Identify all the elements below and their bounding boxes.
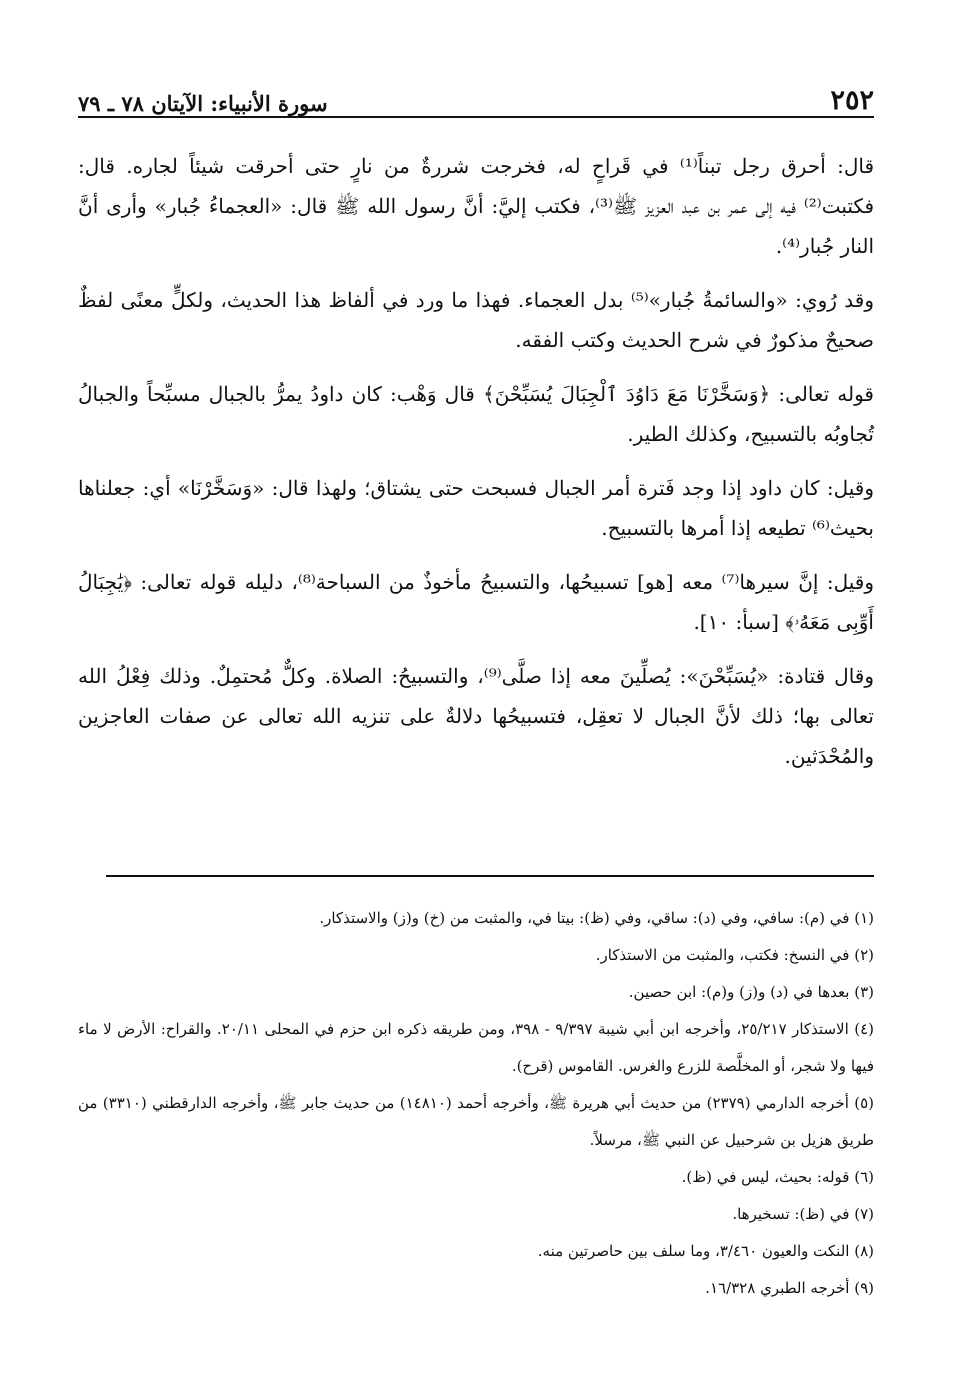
footnote: (٥) أخرجه الدارمي (٢٣٧٩) من حديث أبي هريرة ﷺ، وأخرجه أحمد (١٤٨١٠) من حديث جابر ﷺ، وأخرجه الدارقطني (٣٣١٠) من طريق هزيل بن شرحبيل عن النبي ﷺ، مرسلاً.	[78, 1094, 874, 1149]
footnote: (١) في (م): سافي، وفي (د): ساقي، وفي (ظ): بيتا في، والمثبت من (خ) و(ز) والاستذكار.	[319, 909, 874, 927]
footnote: (٨) النكت والعيون ٣/٤٦٠، وما سلف بين حاصرتين منه.	[537, 1242, 874, 1260]
paragraph: قال: أحرق رجل تبناً⁽¹⁾ في قَراحٍ له، فخرجت شررةٌ من نارٍ حتى أحرقت شيئاً لجاره. قال: فكتبت⁽²⁾ فيه إلى عمر بن عبد العزيز ﷺ⁽³⁾، فكتب إليَّ: أنَّ رسول الله ﷺ قال: «العجماءُ جُبار» وأرى أنَّ النار جُبار⁽⁴⁾.	[78, 154, 875, 258]
page-number: ٢٥٢	[830, 85, 874, 116]
paragraph: وقيل: إنَّ سيرها⁽⁷⁾ معه [هو] تسبيحُها، والتسبيحُ مأخوذٌ من السباحة⁽⁸⁾، دليله قوله تعالى: ﴿يَٰجِبَالُ أَوِّبِى مَعَهُۥ﴾ [سبأ: ١٠].	[78, 570, 874, 634]
paragraph: وقال قتادة: «يُسَبِّحْنَ»: يُصلِّينَ معه إذا صلَّى⁽⁹⁾، والتسبيحُ: الصلاة. وكلٌّ مُحتمِلٌ. وذلك فِعْلُ الله تعالى بها؛ ذلك لأنَّ الجبال لا تعقِل، فتسبيحُها دلالةٌ على تنزيه الله تعالى عن صفات العاجزين والمُحْدَثين.	[78, 664, 875, 768]
footnote: (٩) أخرجه الطبري ١٦/٣٢٨.	[705, 1279, 874, 1297]
running-title: سورة الأنبياء: الآيتان ٧٨ ـ ٧٩	[78, 91, 328, 116]
paragraph: وقد رُوي: «والسائمةُ جُبار»⁽⁵⁾ بدل العجماء. فهذا ما ورد في ألفاظ هذا الحديث، ولكلٍّ معنًى لفظٌ صحيحٌ مذكورٌ في شرح الحديث وكتب الفقه.	[78, 288, 874, 352]
page-header	[78, 60, 874, 116]
footnote: (٧) في (ظ): تسخيرها.	[732, 1205, 874, 1223]
footnote-separator	[106, 875, 874, 877]
footnote: (٢) في النسخ: فكتب، والمثبت من الاستذكار.	[595, 946, 874, 964]
paragraph: قوله تعالى: ﴿وَسَخَّرْنَا مَعَ دَاوُدَ ٱلْجِبَالَ يُسَبِّحْنَ﴾ قال وَهْب: كان داودُ يمرُّ بالجبال مسبِّحاً والجبالُ تُجاوبُه بالتسبيح، وكذلك الطير.	[78, 382, 874, 446]
header-rule	[78, 116, 874, 118]
paragraph: وقيل: كان داود إذا وجد فَترة أمر الجبال فسبحت حتى يشتاق؛ ولهذا قال: «وَسَخَّرْنَا» أي: جعلناها بحيث⁽⁶⁾ تطيعه إذا أمرها بالتسبيح.	[78, 476, 875, 540]
footnote: (٤) الاستذكار ٢٥/٢١٧، وأخرجه ابن أبي شيبة ٩/٣٩٧ - ٣٩٨، ومن طريقه ذكره ابن حزم في المحلى ٢٠/١١. والقراح: الأرض لا ماء فيها ولا شجر، أو المخلَّصة للزرع والغرس. القاموس (قرح).	[78, 1020, 874, 1075]
footnotes	[78, 900, 874, 1307]
main-text	[78, 146, 874, 790]
footnote: (٦) قوله: بحيث، ليس في (ظ).	[681, 1168, 874, 1186]
footnote: (٣) بعدها في (د) و(ز) و(م): ابن حصين.	[628, 983, 874, 1001]
